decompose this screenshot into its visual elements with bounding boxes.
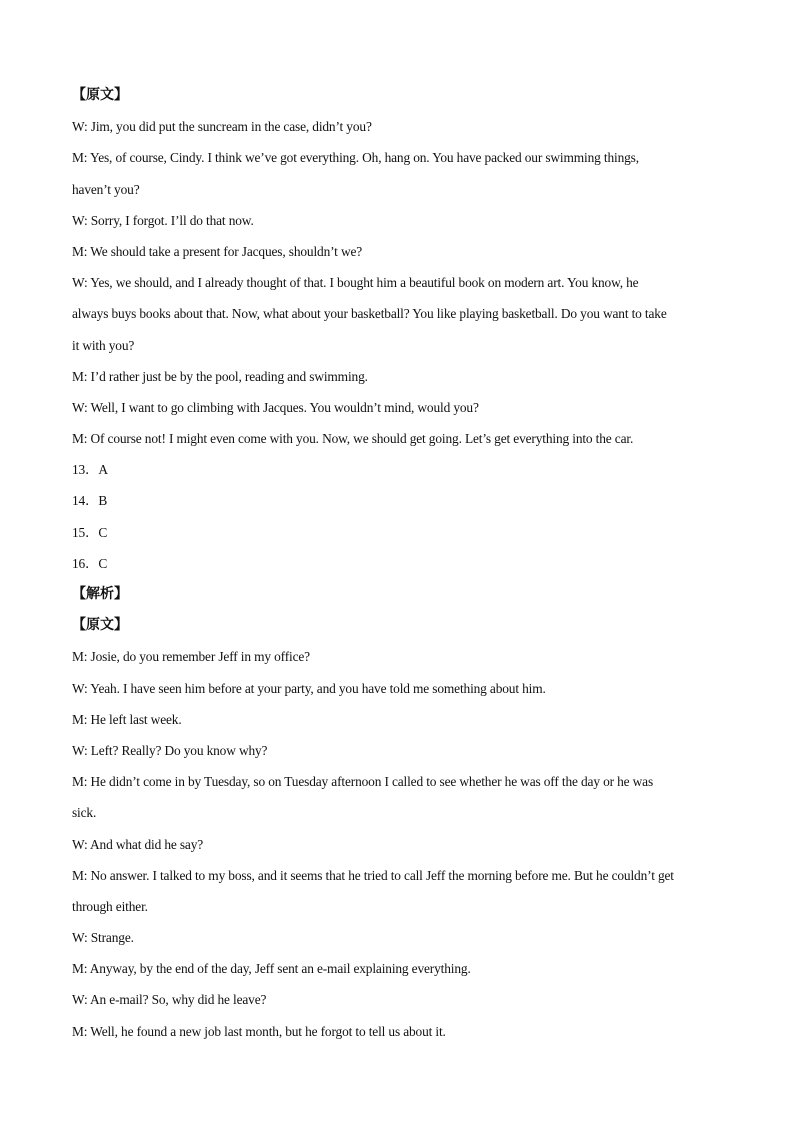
transcript-line: W: An e-mail? So, why did he leave? bbox=[72, 992, 267, 1008]
section-heading-original-text: 【原文】 bbox=[72, 617, 128, 634]
transcript-line: W: Yeah. I have seen him before at your party, and you have told me something about him. bbox=[72, 680, 546, 696]
answer-item: 16．C bbox=[72, 555, 108, 571]
transcript-line: W: And what did he say? bbox=[72, 836, 204, 852]
transcript-line: W: Well, I want to go climbing with Jacques. You wouldn’t mind, would you? bbox=[72, 399, 479, 415]
transcript-line: haven’t you? bbox=[72, 181, 140, 197]
transcript-line: M: He left last week. bbox=[72, 711, 182, 727]
transcript-line: M: He didn’t come in by Tuesday, so on Tuesday afternoon I called to see whether he was off the day or he was bbox=[72, 774, 654, 790]
answer-item: 14．B bbox=[72, 493, 108, 509]
document-page bbox=[72, 80, 732, 1047]
transcript-line: M: No answer. I talked to my boss, and it seems that he tried to call Jeff the morning before me. But he couldn’t get bbox=[72, 867, 674, 883]
transcript-line: sick. bbox=[72, 805, 97, 821]
transcript-line: W: Sorry, I forgot. I’ll do that now. bbox=[72, 212, 254, 228]
transcript-line: M: Of course not! I might even come with you. Now, we should get going. Let’s get everything into the car. bbox=[72, 431, 634, 447]
transcript-line: it with you? bbox=[72, 337, 135, 353]
transcript-line: W: Jim, you did put the suncream in the case, didn’t you? bbox=[72, 119, 372, 135]
section-heading-analysis: 【解析】 bbox=[72, 586, 128, 602]
transcript-line: W: Strange. bbox=[72, 930, 134, 946]
transcript-line: through either. bbox=[72, 898, 148, 914]
transcript-line: M: I’d rather just be by the pool, reading and swimming. bbox=[72, 368, 368, 384]
transcript-line: W: Yes, we should, and I already thought of that. I bought him a beautiful book on modern art. You know, he bbox=[72, 275, 639, 291]
transcript-line: M: Yes, of course, Cindy. I think we’ve got everything. Oh, hang on. You have packed our swimming things, bbox=[72, 150, 639, 166]
transcript-line: M: Well, he found a new job last month, but he forgot to tell us about it. bbox=[72, 1023, 446, 1039]
answer-item: 15．C bbox=[72, 524, 108, 540]
transcript-line: W: Left? Really? Do you know why? bbox=[72, 742, 268, 758]
answer-item: 13．A bbox=[72, 462, 108, 478]
transcript-line: always buys books about that. Now, what about your basketball? You like playing basketball. Do you want to take bbox=[72, 306, 667, 322]
transcript-line: M: Josie, do you remember Jeff in my office? bbox=[72, 649, 310, 665]
transcript-line: M: Anyway, by the end of the day, Jeff sent an e-mail explaining everything. bbox=[72, 961, 471, 977]
transcript-line: M: We should take a present for Jacques, shouldn’t we? bbox=[72, 243, 363, 259]
section-heading-original-text: 【原文】 bbox=[72, 87, 128, 103]
